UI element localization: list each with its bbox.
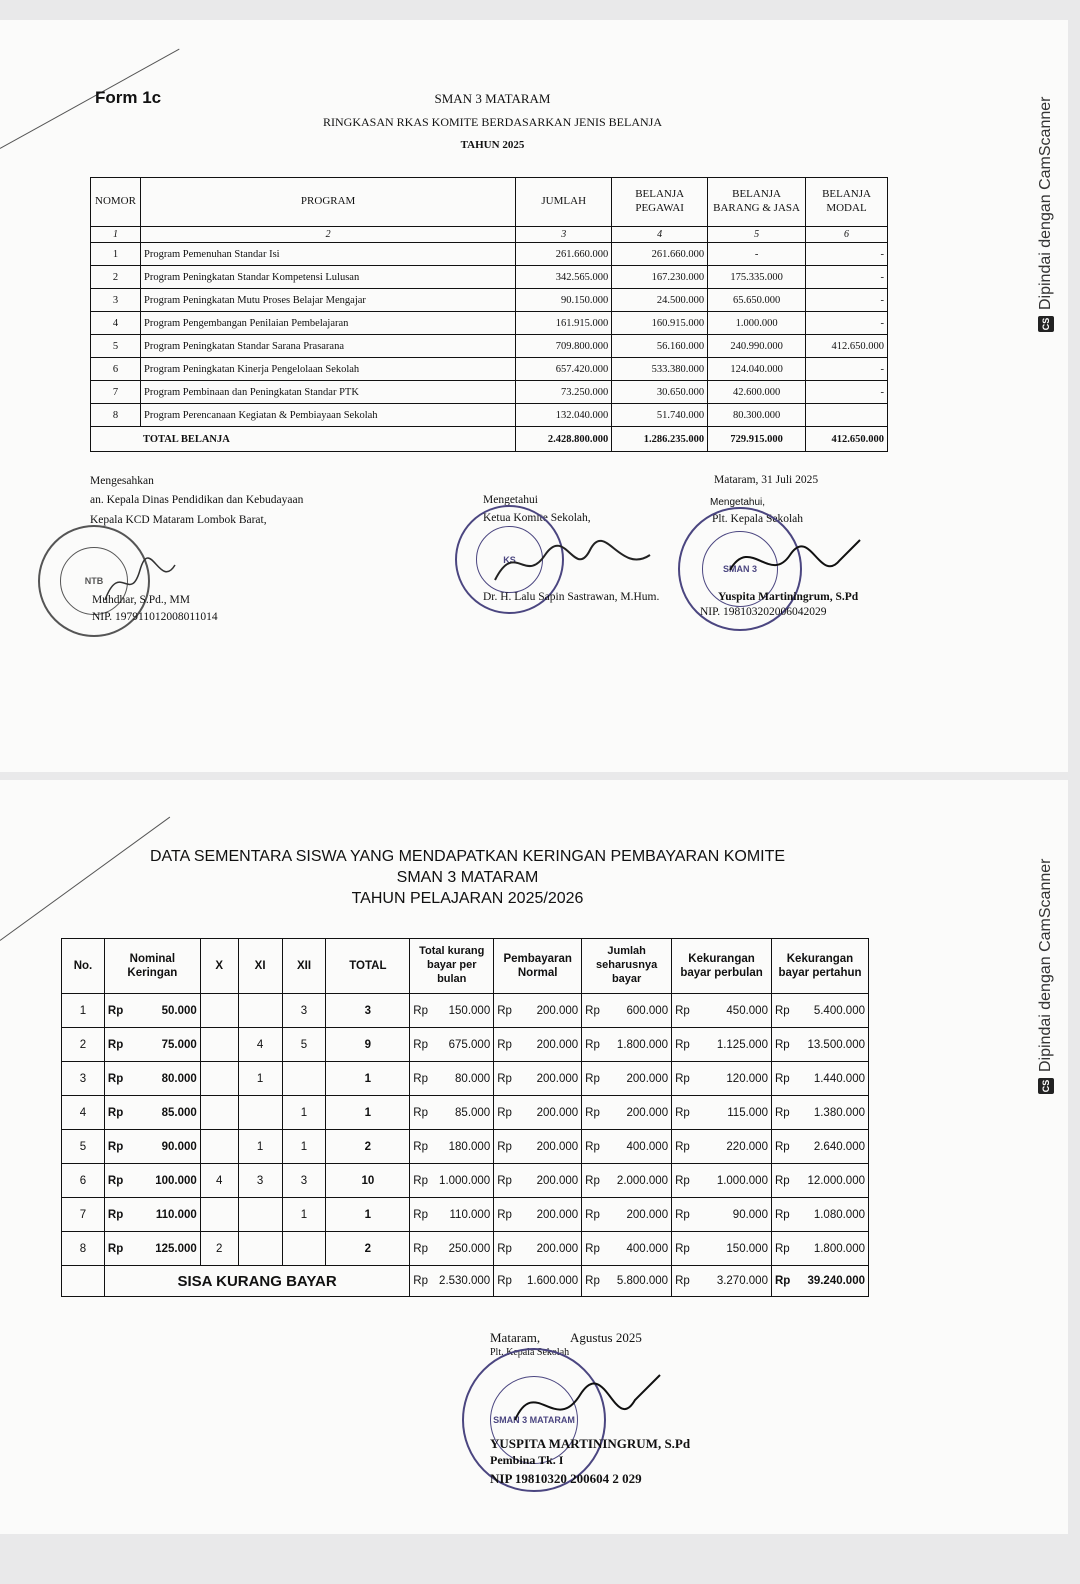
summary-row: SISA KURANG BAYAR Rp 2.530.000 Rp 1.600.000 Rp 5.800.000 Rp 3.270.000 Rp 39.240.000 xyxy=(62,1266,869,1297)
watermark-text: Dipindai dengan CamScanner xyxy=(1037,858,1054,1072)
left-official-stamp: NTB xyxy=(38,525,150,637)
middle-sign-heading: Mengetahui xyxy=(483,494,538,506)
total-row: TOTAL BELANJA 2.428.800.000 1.286.235.000 729.915.000 412.650.000 xyxy=(91,427,888,452)
header-total-kurang: Total kurang bayar per bulan xyxy=(410,939,494,994)
right-sign-position: Plt. Kepala Sekolah xyxy=(712,513,804,525)
signer-rank: Pembina Tk. I xyxy=(490,1453,564,1467)
right-sign-heading: Mengetahui, xyxy=(710,497,766,508)
signature xyxy=(500,1365,670,1445)
table-row: 5 Program Peningkatan Standar Sarana Prasarana 709.800.000 56.160.000 240.990.000 412.650.000 xyxy=(91,335,888,358)
header-program: PROGRAM xyxy=(140,178,515,227)
rkas-table xyxy=(90,177,888,452)
relief-table xyxy=(61,938,869,1297)
table-row: 4 Program Pengembangan Penilaian Pembelajaran 161.915.000 160.915.000 1.000.000 - xyxy=(91,312,888,335)
table-header-row xyxy=(91,178,888,227)
form-label: Form 1c xyxy=(95,88,162,107)
table-row: 3 Program Peningkatan Mutu Proses Belajar Mengajar 90.150.000 24.500.000 65.650.000 - xyxy=(91,289,888,312)
header-jumlah-seharusnya: Jumlah seharusnya bayar xyxy=(582,939,672,994)
left-sign-position: Kepala KCD Mataram Lombok Barat, xyxy=(90,514,267,526)
relief-title: DATA SEMENTARA SISWA YANG MENDAPATKAN KERINGAN PEMBAYARAN KOMITE xyxy=(149,848,786,865)
signing-month: Agustus 2025 xyxy=(570,1330,642,1345)
left-signer-name: Muhdhar, S.Pd., MM xyxy=(92,594,190,606)
camscanner-logo-icon: CS xyxy=(1038,1078,1054,1094)
left-sign-office: an. Kepala Dinas Pendidikan dan Kebudayaan xyxy=(90,494,304,506)
table-row: 7 Rp 110.000 1 1 Rp 110.000 Rp 200.000 Rp 200.000 Rp 90.000 Rp 1.080.000 xyxy=(62,1198,869,1232)
table-row: 1 Program Pemenuhan Standar Isi 261.660.000 261.660.000 - - xyxy=(91,243,888,266)
table-row: 2 Program Peningkatan Standar Kompetensi Lulusan 342.565.000 167.230.000 175.335.000 - xyxy=(91,266,888,289)
left-sign-heading: Mengesahkan xyxy=(90,475,154,487)
school-stamp: SMAN 3 MATARAM xyxy=(462,1348,606,1492)
header-xii: XII xyxy=(282,939,326,994)
committee-stamp: KS xyxy=(455,505,564,614)
left-signer-nip: NIP. 197911012008011014 xyxy=(92,611,218,623)
watermark-text: Dipindai dengan CamScanner xyxy=(1037,96,1054,310)
camscanner-watermark xyxy=(1034,42,1058,332)
header-belanja-modal: BELANJA MODAL xyxy=(806,178,888,227)
scan-page-fee-relief xyxy=(0,780,1068,1534)
signer-role: Plt. Kepala Sekolah xyxy=(490,1347,570,1358)
table-row: 5 Rp 90.000 1 1 2 Rp 180.000 Rp 200.000 Rp 400.000 Rp 220.000 Rp 2.640.000 xyxy=(62,1130,869,1164)
table-row: 2 Rp 75.000 4 5 9 Rp 675.000 Rp 200.000 Rp 1.800.000 Rp 1.125.000 Rp 13.500.000 xyxy=(62,1028,869,1062)
table-header-row xyxy=(62,939,869,994)
table-row: 1 Rp 50.000 3 3 Rp 150.000 Rp 200.000 Rp 600.000 Rp 450.000 Rp 5.400.000 xyxy=(62,994,869,1028)
table-row: 3 Rp 80.000 1 1 Rp 80.000 Rp 200.000 Rp 200.000 Rp 120.000 Rp 1.440.000 xyxy=(62,1062,869,1096)
header-belanja-barang-jasa: BELANJA BARANG & JASA xyxy=(708,178,806,227)
middle-signer-name: Dr. H. Lalu Sapin Sastrawan, M.Hum. xyxy=(483,591,660,603)
header-belanja-pegawai: BELANJA PEGAWAI xyxy=(612,178,708,227)
school-title: SMAN 3 MATARAM xyxy=(434,91,551,106)
table-row: 4 Rp 85.000 1 1 Rp 85.000 Rp 200.000 Rp 200.000 Rp 115.000 Rp 1.380.000 xyxy=(62,1096,869,1130)
header-total: TOTAL xyxy=(326,939,410,994)
header-no: No. xyxy=(62,939,105,994)
table-row: 6 Program Peningkatan Kinerja Pengelolaan Sekolah 657.420.000 533.380.000 124.040.000 - xyxy=(91,358,888,381)
document-year: TAHUN 2025 xyxy=(460,139,525,151)
right-signature xyxy=(720,530,870,600)
column-index-row: 1 2 3 4 5 6 xyxy=(91,227,888,243)
document-subtitle: RINGKASAN RKAS KOMITE BERDASARKAN JENIS BELANJA xyxy=(322,115,663,129)
middle-sign-position: Ketua Komite Sekolah, xyxy=(483,512,591,524)
header-nominal: Nominal Keringan xyxy=(104,939,200,994)
scan-page-rkas-summary xyxy=(0,20,1068,772)
header-x: X xyxy=(200,939,238,994)
signer-nip: NIP 19810320 200604 2 029 xyxy=(490,1471,642,1486)
table-row: 8 Rp 125.000 2 2 Rp 250.000 Rp 200.000 Rp 400.000 Rp 150.000 Rp 1.800.000 xyxy=(62,1232,869,1266)
table-row: 8 Program Perencanaan Kegiatan & Pembiayaan Sekolah 132.040.000 51.740.000 80.300.000 xyxy=(91,404,888,427)
table-row: 6 Rp 100.000 4 3 3 10 Rp 1.000.000 Rp 200.000 Rp 2.000.000 Rp 1.000.000 Rp 12.000.000 xyxy=(62,1164,869,1198)
table-row: 7 Program Pembinaan dan Peningkatan Standar PTK 73.250.000 30.650.000 42.600.000 - xyxy=(91,381,888,404)
signing-place-date: Mataram, 31 Juli 2025 xyxy=(714,474,819,486)
header-xi: XI xyxy=(238,939,282,994)
relief-school: SMAN 3 MATARAM xyxy=(396,869,539,886)
school-stamp: SMAN 3 xyxy=(678,507,802,631)
relief-year: TAHUN PELAJARAN 2025/2026 xyxy=(351,890,584,907)
header-jumlah: JUMLAH xyxy=(516,178,612,227)
camscanner-watermark xyxy=(1034,802,1058,1094)
right-signer-nip: NIP. 198103202006042029 xyxy=(700,606,827,618)
signing-place: Mataram, xyxy=(490,1330,541,1345)
signer-name: YUSPITA MARTININGRUM, S.Pd xyxy=(490,1436,691,1451)
header-pembayaran-normal: Pembayaran Normal xyxy=(494,939,582,994)
middle-signature xyxy=(490,535,660,595)
header-kekurangan-pertahun: Kekurangan bayar pertahun xyxy=(771,939,868,994)
right-signer-name: Yuspita Martiningrum, S.Pd xyxy=(718,591,859,603)
header-kekurangan-perbulan: Kekurangan bayar perbulan xyxy=(672,939,772,994)
camscanner-logo-icon: CS xyxy=(1038,316,1054,332)
header-nomor: NOMOR xyxy=(91,178,141,227)
